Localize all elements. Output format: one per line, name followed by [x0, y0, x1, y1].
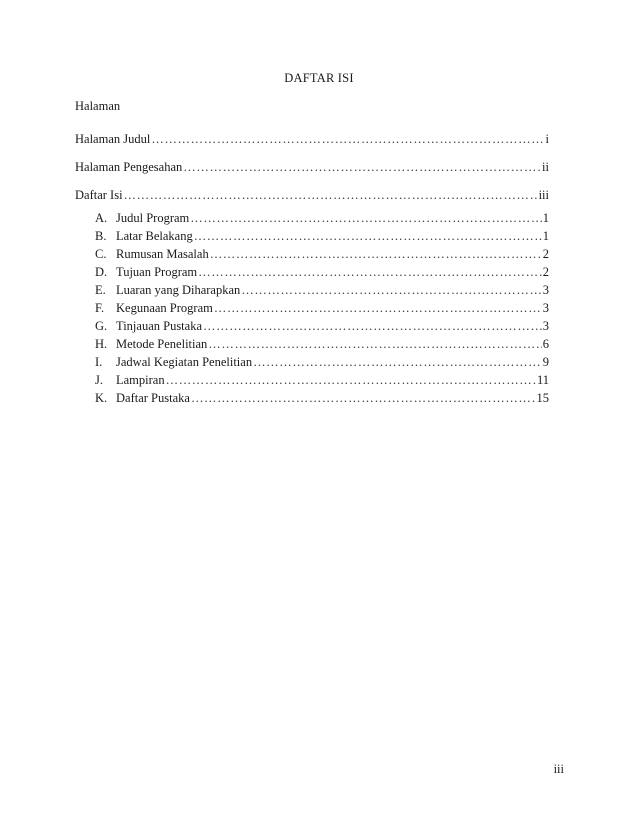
- toc-entry-label: Halaman Pengesahan: [75, 160, 183, 174]
- toc-subentry-letter: H.: [95, 337, 108, 351]
- toc-subentry-page: 3: [542, 283, 549, 297]
- dot-leader: [151, 131, 544, 147]
- dot-leader: [208, 336, 541, 352]
- dot-leader: [191, 390, 536, 406]
- dot-leader: [183, 159, 541, 175]
- dot-leader: [241, 282, 542, 298]
- toc-entry-label: Halaman Judul: [75, 132, 151, 146]
- toc-subentry-daftar-pustaka: [95, 390, 549, 406]
- toc-subentry-judul-program: [95, 210, 549, 226]
- toc-subentry-letter: B.: [95, 229, 107, 243]
- toc-subentry-page: 2: [542, 247, 549, 261]
- dot-leader: [190, 210, 541, 226]
- toc-entry-page: i: [545, 132, 549, 146]
- toc-subentry-label: Lampiran: [116, 373, 165, 387]
- toc-entry-halaman-judul: [75, 131, 549, 147]
- toc-subentry-page: 2: [542, 265, 549, 279]
- toc-subentry-page: 3: [542, 319, 549, 333]
- toc-subentry-letter: J.: [95, 373, 103, 387]
- toc-entry-page: iii: [538, 188, 549, 202]
- toc-subentry-letter: G.: [95, 319, 108, 333]
- toc-subentry-page: 15: [536, 391, 549, 405]
- dot-leader: [124, 187, 538, 203]
- toc-subentry-page: 1: [542, 211, 549, 225]
- dot-leader: [214, 300, 542, 316]
- dot-leader: [203, 318, 542, 334]
- toc-subentry-letter: F.: [95, 301, 105, 315]
- toc-subentry-label: Luaran yang Diharapkan: [116, 283, 241, 297]
- toc-subentry-luaran: [95, 282, 549, 298]
- toc-subentry-rumusan-masalah: [95, 246, 549, 262]
- toc-subentry-lampiran: [95, 372, 549, 388]
- toc-subentry-jadwal-kegiatan: [95, 354, 549, 370]
- toc-subentry-letter: E.: [95, 283, 106, 297]
- toc-subentry-page: 9: [542, 355, 549, 369]
- toc-subentry-letter: C.: [95, 247, 107, 261]
- toc-entry-daftar-isi: [75, 187, 549, 203]
- toc-subentry-tinjauan-pustaka: [95, 318, 549, 334]
- toc-subentry-kegunaan-program: [95, 300, 549, 316]
- toc-subentry-letter: K.: [95, 391, 108, 405]
- dot-leader: [253, 354, 542, 370]
- page-title: DAFTAR ISI: [284, 71, 354, 85]
- toc-entry-label: Daftar Isi: [75, 188, 123, 202]
- toc-subentry-label: Jadwal Kegiatan Penelitian: [116, 355, 253, 369]
- toc-subentry-tujuan-program: [95, 264, 549, 280]
- toc-subentry-label: Tinjauan Pustaka: [116, 319, 202, 333]
- toc-subentry-page: 11: [536, 373, 549, 387]
- toc-subentry-page: 1: [542, 229, 549, 243]
- toc-subentry-page: 3: [542, 301, 549, 315]
- toc-subentry-label: Daftar Pustaka: [116, 391, 190, 405]
- dot-leader: [166, 372, 536, 388]
- toc-subentry-letter: A.: [95, 211, 108, 225]
- toc-subentry-metode-penelitian: [95, 336, 549, 352]
- toc-subentry-letter: I.: [95, 355, 103, 369]
- toc-subentry-label: Metode Penelitian: [116, 337, 208, 351]
- dot-leader: [194, 228, 542, 244]
- toc-entry-page: ii: [542, 160, 549, 174]
- dot-leader: [198, 264, 542, 280]
- toc-subentry-label: Rumusan Masalah: [116, 247, 209, 261]
- toc-subentry-page: 6: [542, 337, 549, 351]
- footer-page-number: iii: [553, 762, 564, 776]
- dot-leader: [210, 246, 542, 262]
- toc-subentry-latar-belakang: [95, 228, 549, 244]
- column-heading: Halaman: [75, 99, 121, 113]
- toc-subentry-letter: D.: [95, 265, 108, 279]
- toc-subentry-label: Judul Program: [116, 211, 190, 225]
- toc-subentry-label: Latar Belakang: [116, 229, 193, 243]
- toc-entry-halaman-pengesahan: [75, 159, 549, 175]
- toc-subentry-label: Tujuan Program: [116, 265, 198, 279]
- toc-subentry-label: Kegunaan Program: [116, 301, 213, 315]
